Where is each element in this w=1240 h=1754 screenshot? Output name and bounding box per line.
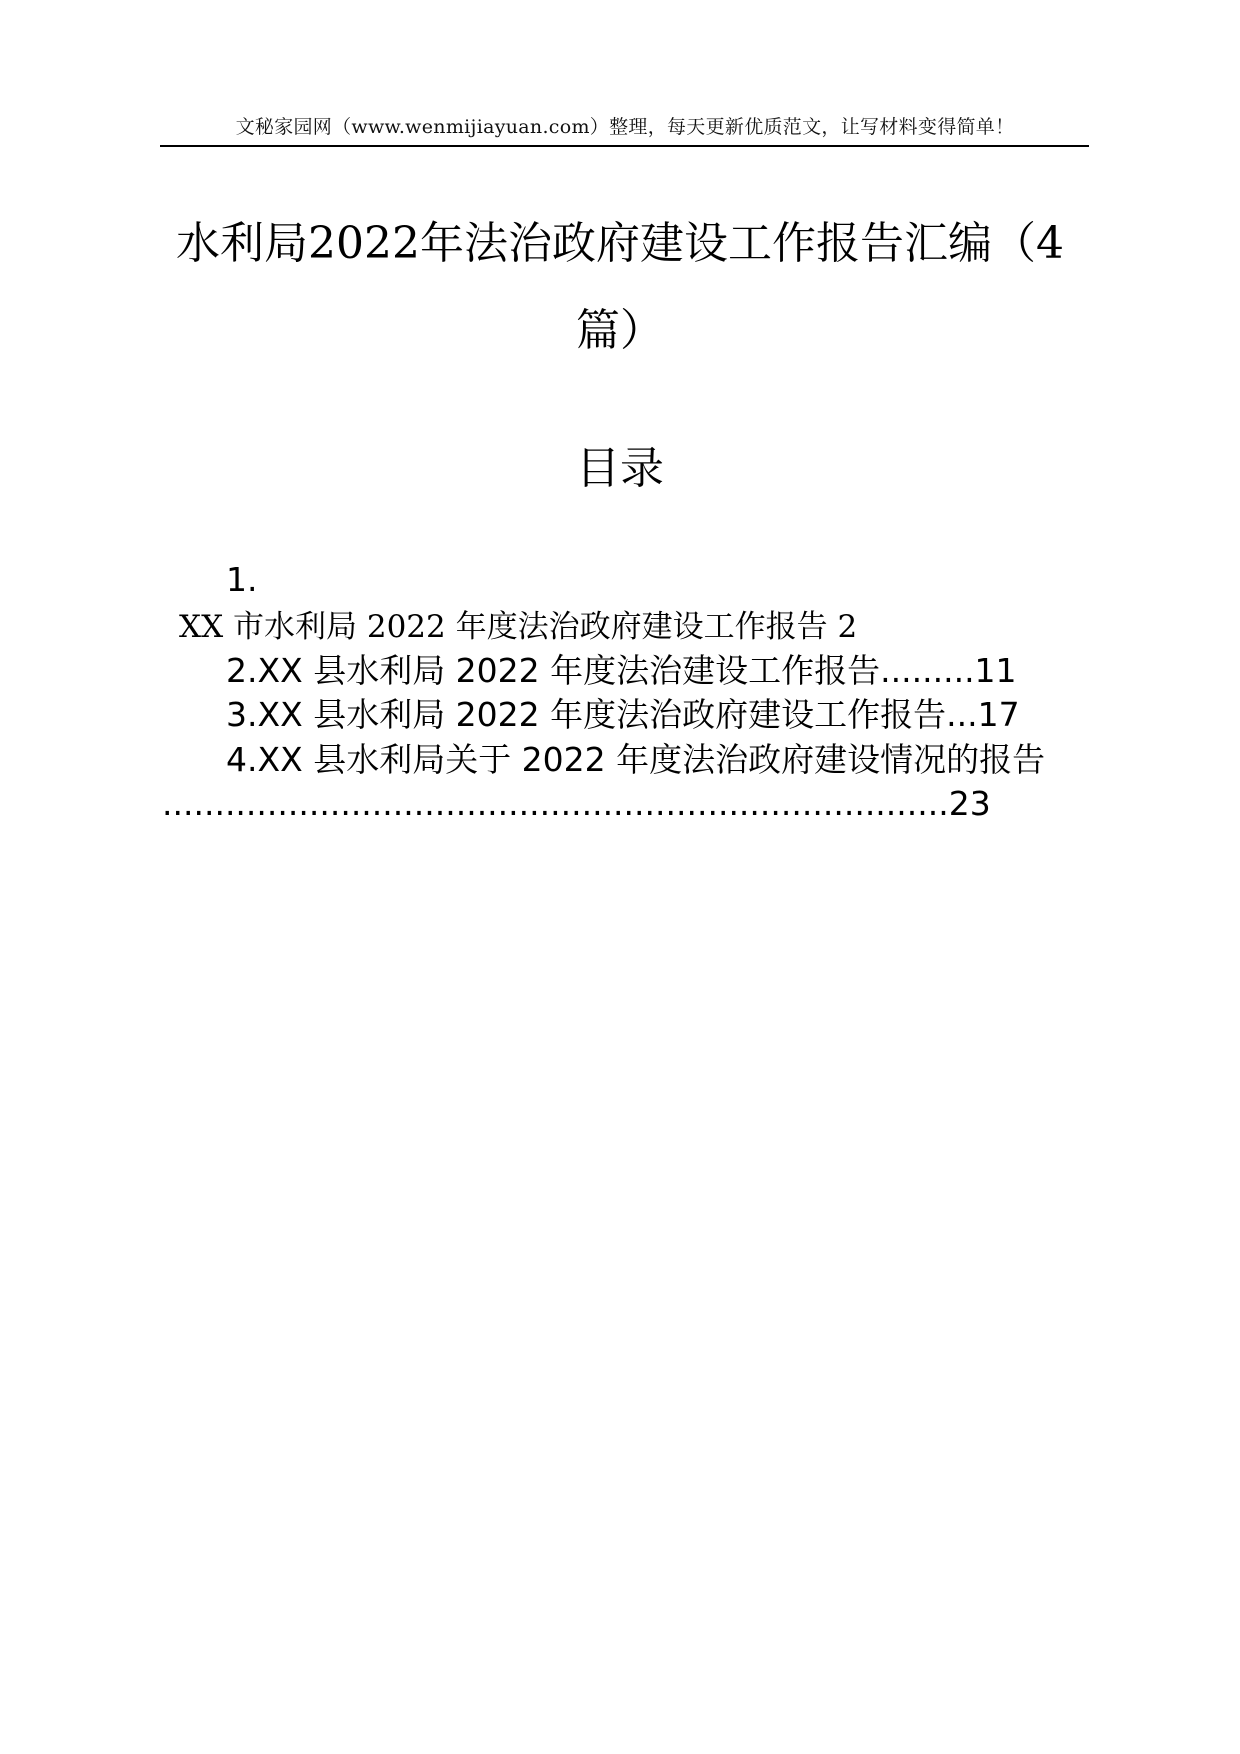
toc-entry-2[interactable]: 2.XX 县水利局 2022 年度法治建设工作报告.........11 bbox=[226, 651, 1017, 690]
document-title-line-2: 篇） bbox=[576, 305, 664, 356]
toc-entry-1[interactable]: XX 市水利局 2022 年度法治政府建设工作报告 2 bbox=[179, 609, 858, 645]
title-text-part: 水利局 bbox=[176, 218, 308, 269]
toc-heading: 目录 bbox=[576, 443, 664, 494]
toc-entry-4[interactable]: 4.XX 县水利局关于 2022 年度法治政府建设情况的报告 bbox=[226, 740, 1046, 779]
title-year: 2022 bbox=[308, 218, 420, 269]
document-title-line-1 bbox=[140, 218, 1100, 269]
title-count: 4 bbox=[1035, 218, 1064, 269]
page-header-text: 文秘家园网（www.wenmijiayuan.com）整理，每天更新优质范文，让写材料变得简单！ bbox=[235, 116, 1015, 138]
toc-entry-3[interactable]: 3.XX 县水利局 2022 年度法治政府建设工作报告...17 bbox=[226, 695, 1020, 734]
toc-entry-1-number[interactable]: 1. bbox=[226, 560, 258, 599]
toc-entry-4-leader[interactable]: ...........................................................................23 bbox=[162, 784, 991, 823]
header-divider bbox=[160, 145, 1089, 147]
title-text-part: 年法治政府建设工作报告汇编（ bbox=[419, 218, 1036, 269]
